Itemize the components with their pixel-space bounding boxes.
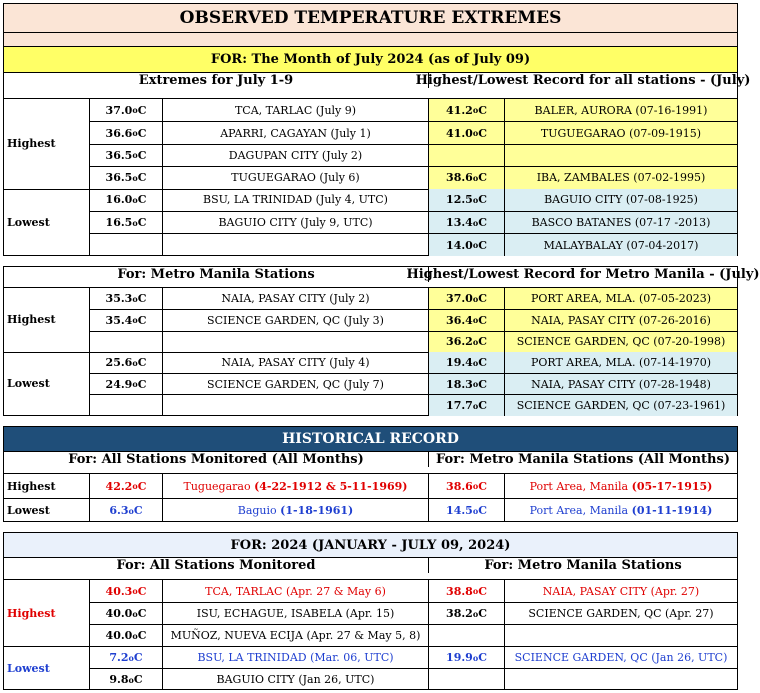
degree-sign: o [132, 217, 138, 228]
year-mm-temp [428, 668, 504, 690]
celsius-unit: C [133, 504, 143, 517]
celsius-unit: C [478, 651, 487, 664]
year-station: MUÑOZ, NUEVA ECIJA (Apr. 27 & May 5, 8) [162, 624, 428, 646]
station-cell [162, 331, 428, 352]
station-name: Tuguegarao [183, 479, 255, 493]
temp-cell [89, 331, 162, 352]
station-name: Port Area, Manila [529, 479, 632, 493]
celsius-unit: C [478, 607, 487, 620]
temp-cell [89, 211, 162, 233]
historical-left-header: For: All Stations Monitored (All Months) [68, 452, 364, 467]
section2-body [4, 287, 737, 415]
year-lowest-label: Lowest [4, 646, 89, 690]
temp-cell [89, 233, 162, 255]
historical-body [4, 473, 737, 521]
station-cell [162, 233, 428, 255]
record-station-cell: SCIENCE GARDEN, QC (07-23-1961) [504, 394, 737, 415]
year-right-header: For: Metro Manila Stations [428, 558, 737, 573]
year-2024-table [3, 532, 738, 690]
section1-right-header: Highest/Lowest Record for all stations - (July) [415, 73, 751, 88]
station-cell: DAGUPAN CITY (July 2) [162, 144, 428, 166]
temp-cell [89, 352, 162, 373]
year-mm-station [504, 668, 737, 690]
year-temp [89, 602, 162, 624]
temp-value: 42.2 [105, 479, 133, 493]
record-temp-cell [428, 331, 504, 352]
temp-value: 14.5 [446, 504, 473, 517]
temp-cell [89, 288, 162, 309]
station-cell [162, 394, 428, 415]
temp-value: 37.0 [105, 103, 133, 117]
station-cell: BSU, LA TRINIDAD (July 4, UTC) [162, 189, 428, 211]
celsius-unit: C [133, 651, 143, 664]
year-body [4, 579, 737, 689]
degree-sign: o [472, 608, 479, 619]
temp-value: 9.8 [109, 673, 129, 686]
temp-value: 16.0 [105, 193, 133, 207]
record-station-cell: BASCO BATANES (07-17 -2013) [504, 211, 737, 233]
temp-cell [89, 121, 162, 143]
celsius-unit: C [478, 479, 487, 493]
record-station-cell: NAIA, PASAY CITY (07-28-1948) [504, 373, 737, 394]
temp-value: 7.2 [109, 651, 129, 664]
temp-value: 37.0 [446, 292, 473, 306]
record-station-cell: SCIENCE GARDEN, QC (07-20-1998) [504, 331, 737, 352]
temp-value: 17.7 [446, 399, 473, 413]
temp-value: 24.9 [105, 377, 133, 391]
temp-value: 41.0 [446, 126, 473, 140]
temp-cell [89, 144, 162, 166]
page-title: OBSERVED TEMPERATURE EXTREMES [179, 8, 562, 28]
record-temp-cell [428, 233, 504, 255]
degree-sign: o [132, 357, 138, 368]
station-cell: APARRI, CAGAYAN (July 1) [162, 121, 428, 143]
historical-mm-temp [428, 474, 504, 498]
station-cell: NAIA, PASAY CITY (July 2) [162, 288, 428, 309]
temp-cell [89, 394, 162, 415]
year-station: ISU, ECHAGUE, ISABELA (Apr. 15) [162, 602, 428, 624]
year-mm-station: SCIENCE GARDEN, QC (Jan 26, UTC) [504, 646, 737, 668]
station-name: Port Area, Manila [529, 504, 632, 517]
temp-value: 38.6 [446, 479, 473, 493]
record-temp-cell [428, 144, 504, 166]
year-mm-temp [428, 624, 504, 646]
degree-sign: o [472, 481, 479, 491]
temp-value: 40.0 [105, 607, 133, 620]
historical-title: HISTORICAL RECORD [282, 431, 459, 447]
historical-row-label: Lowest [4, 498, 89, 522]
year-mm-temp [428, 646, 504, 668]
temp-value: 6.3 [109, 504, 129, 517]
station-name: Baguio [237, 504, 281, 517]
record-temp-cell [428, 352, 504, 373]
degree-sign: o [132, 172, 138, 183]
celsius-unit: C [478, 103, 487, 117]
celsius-unit: C [137, 148, 147, 162]
year-left-header: For: All Stations Monitored [116, 558, 316, 573]
temp-value: 12.5 [446, 193, 473, 207]
year-mm-temp [428, 602, 504, 624]
degree-sign: o [132, 630, 138, 641]
degree-sign: o [472, 315, 479, 326]
year-header-row [4, 557, 737, 579]
temp-value: 36.6 [105, 126, 133, 140]
year-highest-label: Highest [7, 606, 56, 620]
record-temp-cell [428, 394, 504, 415]
temp-value: 16.5 [105, 216, 133, 230]
record-temp-cell [428, 373, 504, 394]
record-temp-cell [428, 288, 504, 309]
extremes-table [3, 3, 751, 256]
temp-value: 35.4 [105, 313, 133, 327]
year-mm-station [504, 624, 737, 646]
station-cell: NAIA, PASAY CITY (July 4) [162, 352, 428, 373]
section1-lowest-label: Lowest [7, 215, 50, 229]
degree-sign: o [132, 315, 138, 326]
section1-highest-group [4, 99, 737, 189]
degree-sign: o [132, 586, 138, 596]
celsius-unit: C [137, 292, 147, 306]
historical-temp [89, 474, 162, 498]
celsius-unit: C [478, 238, 487, 252]
temp-value: 36.5 [105, 148, 133, 162]
section2-lowest-label: Lowest [7, 377, 50, 391]
temp-cell [89, 99, 162, 121]
year-temp [89, 580, 162, 602]
celsius-unit: C [137, 629, 147, 642]
station-cell: SCIENCE GARDEN, QC (July 3) [162, 309, 428, 330]
section2-header-row [4, 267, 760, 287]
temp-value: 19.4 [446, 356, 473, 370]
record-temp-cell [428, 189, 504, 211]
record-temp-cell [428, 211, 504, 233]
temp-value: 38.6 [446, 171, 473, 185]
month-banner-text: FOR: The Month of July 2024 (as of July 09) [210, 52, 531, 67]
celsius-unit: C [137, 193, 147, 207]
historical-right-header: For: Metro Manila Stations (All Months) [428, 452, 737, 467]
section2-left-header: For: Metro Manila Stations [117, 267, 315, 282]
historical-mm-temp [428, 498, 504, 522]
degree-sign: o [132, 379, 138, 390]
degree-sign: o [132, 608, 138, 619]
degree-sign: o [472, 240, 479, 251]
record-date: (01-11-1914) [631, 504, 713, 517]
degree-sign: o [472, 379, 479, 390]
degree-sign: o [472, 357, 479, 368]
year-banner: FOR: 2024 (JANUARY - JULY 09, 2024) [230, 537, 511, 553]
year-mm-temp [428, 580, 504, 602]
degree-sign: o [132, 481, 138, 491]
celsius-unit: C [478, 504, 487, 517]
degree-sign: o [472, 652, 479, 663]
degree-sign: o [472, 505, 479, 516]
celsius-unit: C [137, 607, 147, 620]
record-station-cell: BALER, AURORA (07-16-1991) [504, 99, 737, 121]
station-cell: SCIENCE GARDEN, QC (July 7) [162, 373, 428, 394]
station-cell: TUGUEGARAO (July 6) [162, 166, 428, 188]
degree-sign: o [472, 336, 479, 347]
temp-value: 41.2 [446, 103, 473, 117]
historical-title-row [4, 427, 737, 451]
degree-sign: o [472, 172, 479, 183]
station-cell: BAGUIO CITY (July 9, UTC) [162, 211, 428, 233]
temp-value: 19.9 [446, 651, 473, 664]
historical-mm-station [504, 498, 737, 522]
temp-value: 38.8 [446, 584, 473, 598]
record-station-cell: PORT AREA, MLA. (07-14-1970) [504, 352, 737, 373]
record-station-cell: TUGUEGARAO (07-09-1915) [504, 121, 737, 143]
degree-sign: o [132, 150, 138, 161]
year-station: BAGUIO CITY (Jan 26, UTC) [162, 668, 428, 690]
degree-sign: o [132, 105, 138, 116]
celsius-unit: C [137, 584, 147, 598]
celsius-unit: C [478, 399, 487, 413]
year-station: TCA, TARLAC (Apr. 27 & May 6) [162, 580, 428, 602]
temp-value: 36.2 [446, 335, 473, 349]
record-date: (4-22-1912 & 5-11-1969) [254, 479, 408, 493]
celsius-unit: C [137, 479, 147, 493]
historical-station [162, 474, 428, 498]
temp-value: 35.3 [105, 292, 133, 306]
section2-lowest-group [4, 352, 737, 416]
record-station-cell: MALAYBALAY (07-04-2017) [504, 233, 737, 255]
historical-temp [89, 498, 162, 522]
historical-mm-station [504, 474, 737, 498]
temp-value: 40.3 [105, 584, 133, 598]
temp-value: 36.4 [446, 313, 473, 327]
celsius-unit: C [137, 313, 147, 327]
temp-cell [89, 309, 162, 330]
temp-cell [89, 166, 162, 188]
celsius-unit: C [137, 103, 147, 117]
celsius-unit: C [133, 673, 143, 686]
section1-left-header: Extremes for July 1-9 [138, 73, 294, 88]
year-temp [89, 624, 162, 646]
celsius-unit: C [137, 356, 147, 370]
year-mm-station: SCIENCE GARDEN, QC (Apr. 27) [504, 602, 737, 624]
section1-lowest-group [4, 189, 737, 256]
record-station-cell: NAIA, PASAY CITY (07-26-2016) [504, 309, 737, 330]
record-station-cell: BAGUIO CITY (07-08-1925) [504, 189, 737, 211]
temp-value: 36.5 [105, 171, 133, 185]
celsius-unit: C [478, 126, 487, 140]
record-date: (1-18-1961) [280, 504, 354, 517]
year-temp [89, 646, 162, 668]
celsius-unit: C [478, 584, 487, 598]
celsius-unit: C [137, 377, 147, 391]
celsius-unit: C [478, 171, 487, 185]
record-station-cell: IBA, ZAMBALES (07-02-1995) [504, 166, 737, 188]
section1-body [4, 98, 737, 255]
year-temp [89, 668, 162, 690]
year-mm-station: NAIA, PASAY CITY (Apr. 27) [504, 580, 737, 602]
section1-header-row [4, 72, 751, 98]
page-title-row [4, 4, 737, 32]
temp-value: 14.0 [446, 238, 473, 252]
degree-sign: o [472, 105, 479, 116]
temp-value: 13.4 [446, 216, 473, 230]
degree-sign: o [472, 586, 479, 596]
degree-sign: o [472, 217, 479, 228]
historical-header-row [4, 451, 737, 473]
year-banner-row [4, 533, 737, 557]
record-temp-cell [428, 166, 504, 188]
celsius-unit: C [478, 216, 487, 230]
temp-value: 25.6 [105, 356, 133, 370]
degree-sign: o [472, 194, 479, 205]
celsius-unit: C [478, 335, 487, 349]
celsius-unit: C [478, 292, 487, 306]
celsius-unit: C [137, 126, 147, 140]
celsius-unit: C [137, 171, 147, 185]
celsius-unit: C [478, 193, 487, 207]
temp-value: 38.2 [446, 607, 473, 620]
record-station-cell: PORT AREA, MLA. (07-05-2023) [504, 288, 737, 309]
metro-manila-table [3, 266, 760, 416]
historical-station [162, 498, 428, 522]
degree-sign: o [128, 505, 134, 516]
temp-cell [89, 373, 162, 394]
degree-sign: o [128, 674, 134, 685]
section2-highest-label: Highest [7, 313, 56, 327]
section2-right-header: Highest/Lowest Record for Metro Manila - (July) [406, 267, 760, 282]
celsius-unit: C [478, 356, 487, 370]
historical-record-table [3, 426, 738, 522]
record-temp-cell [428, 99, 504, 121]
degree-sign: o [132, 293, 138, 304]
degree-sign: o [472, 293, 479, 304]
degree-sign: o [132, 194, 138, 205]
month-banner [4, 46, 737, 72]
celsius-unit: C [478, 377, 487, 391]
record-temp-cell [428, 309, 504, 330]
station-cell: TCA, TARLAC (July 9) [162, 99, 428, 121]
degree-sign: o [472, 400, 479, 411]
record-date: (05-17-1915) [631, 479, 713, 493]
temp-value: 40.0 [105, 629, 133, 642]
temp-value: 18.3 [446, 377, 473, 391]
record-station-cell [504, 144, 737, 166]
year-station: BSU, LA TRINIDAD (Mar. 06, UTC) [162, 646, 428, 668]
celsius-unit: C [478, 313, 487, 327]
record-temp-cell [428, 121, 504, 143]
degree-sign: o [132, 128, 138, 139]
celsius-unit: C [137, 216, 147, 230]
section2-highest-group [4, 288, 737, 352]
section1-highest-label: Highest [7, 137, 56, 151]
historical-row-label: Highest [7, 479, 56, 493]
spacer-row [4, 32, 737, 46]
temp-cell [89, 189, 162, 211]
degree-sign: o [472, 128, 479, 139]
degree-sign: o [128, 652, 134, 663]
